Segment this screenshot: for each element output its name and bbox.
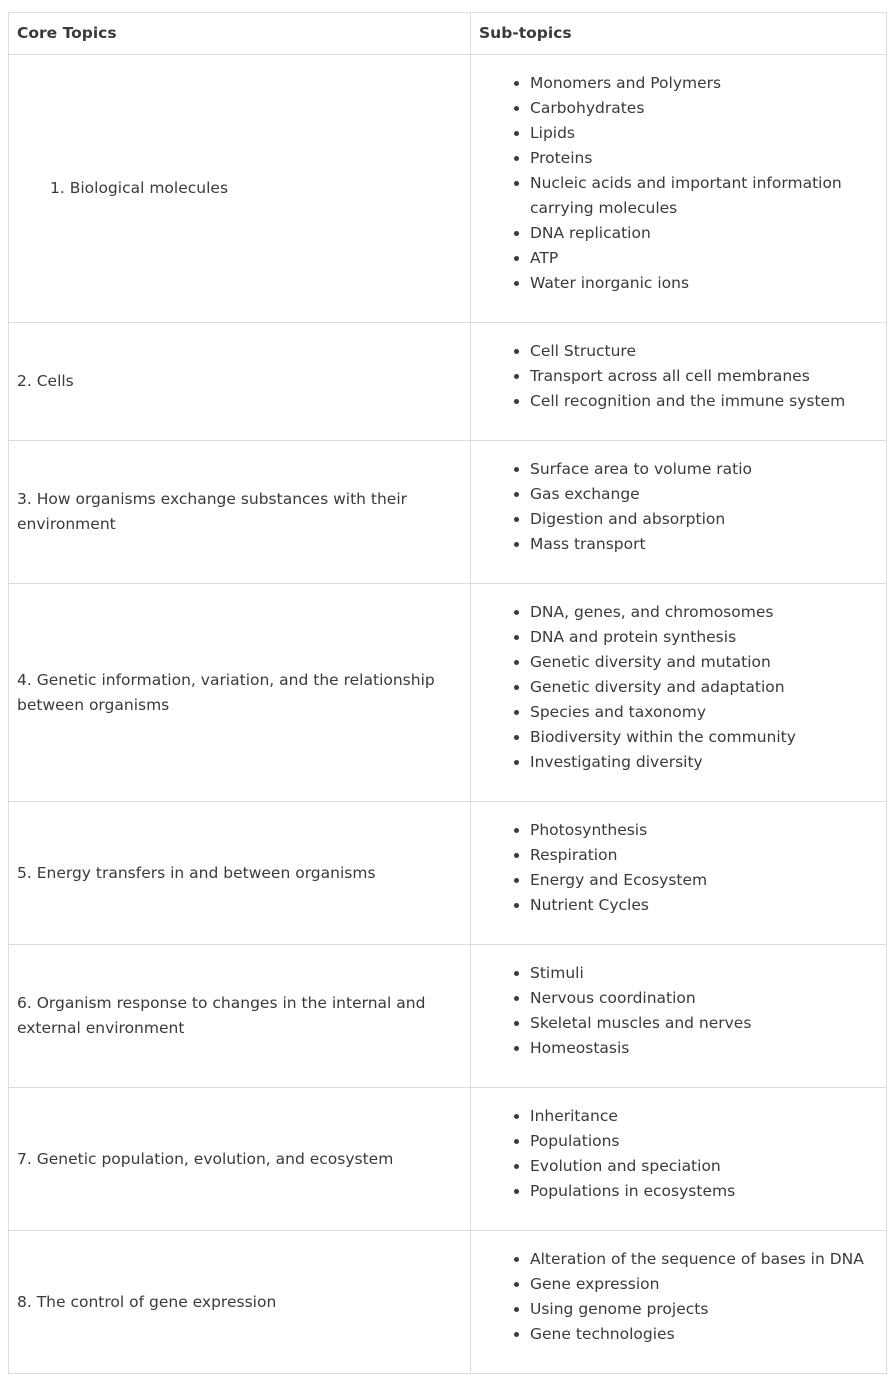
subtopic-list xyxy=(479,71,878,306)
list-item: • Carbohydrates xyxy=(530,96,878,121)
topic-label: 3. How organisms exchange substances with their environment xyxy=(17,490,408,533)
list-item: • Transport across all cell membranes xyxy=(530,364,878,389)
list-item: • DNA, genes, and chromosomes xyxy=(530,600,878,625)
list-item: • Respiration xyxy=(530,843,878,868)
topic-cell xyxy=(9,1231,471,1374)
topic-label: 2. Cells xyxy=(17,372,74,390)
topic-label: 5. Energy transfers in and between organisms xyxy=(17,863,376,882)
list-item: • Biodiversity within the community xyxy=(530,725,878,750)
header-sub-topics: Sub-topics xyxy=(471,13,887,55)
list-item: • Gas exchange xyxy=(530,482,878,507)
topic-label: 4. Genetic information, variation, and the relationship between organisms xyxy=(17,670,435,714)
table-row xyxy=(9,1088,887,1231)
list-item: • DNA replication xyxy=(530,221,878,246)
subtopics-cell xyxy=(471,323,887,441)
list-item: • Genetic diversity and adaptation xyxy=(530,675,878,700)
table-row xyxy=(9,55,887,323)
header-core-topics: Core Topics xyxy=(9,13,471,55)
list-item: • Surface area to volume ratio xyxy=(530,457,878,482)
topic-label: 6. Organism response to changes in the internal and external environment xyxy=(17,994,426,1037)
subtopic-list xyxy=(479,961,878,1071)
topic-cell xyxy=(9,802,471,945)
list-item: • Proteins xyxy=(530,146,878,171)
subtopic-list xyxy=(479,1247,878,1357)
list-item: • Gene technologies xyxy=(530,1322,878,1347)
list-item: • Photosynthesis xyxy=(530,818,878,843)
header-row xyxy=(9,13,887,55)
topic-cell xyxy=(9,441,471,584)
topic-label: 8. The control of gene expression xyxy=(17,1292,277,1311)
list-item: • Skeletal muscles and nerves xyxy=(530,1011,878,1036)
list-item: • Nervous coordination xyxy=(530,986,878,1011)
list-item: • Monomers and Polymers xyxy=(530,71,878,96)
subtopic-list xyxy=(479,600,878,785)
list-item: • ATP xyxy=(530,246,878,271)
list-item: • DNA and protein synthesis xyxy=(530,625,878,650)
subtopics-cell xyxy=(471,1231,887,1374)
subtopics-cell xyxy=(471,945,887,1088)
list-item: • Investigating diversity xyxy=(530,750,878,775)
subtopic-list xyxy=(479,457,878,567)
list-item: • Alteration of the sequence of bases in DNA xyxy=(530,1247,878,1272)
list-item: • Nucleic acids and important information carrying molecules xyxy=(530,171,878,221)
topic-cell xyxy=(9,1088,471,1231)
subtopic-list xyxy=(479,1104,878,1214)
list-item: • Using genome projects xyxy=(530,1297,878,1322)
topic-cell xyxy=(9,323,471,441)
subtopic-list xyxy=(479,818,878,928)
list-item: • Nutrient Cycles xyxy=(530,893,878,918)
subtopics-cell xyxy=(471,55,887,323)
table-row xyxy=(9,584,887,802)
table-row xyxy=(9,441,887,584)
table-row xyxy=(9,1231,887,1374)
list-item: • Cell Structure xyxy=(530,339,878,364)
list-item: • Lipids xyxy=(530,121,878,146)
topic-cell xyxy=(9,584,471,802)
subtopics-cell xyxy=(471,1088,887,1231)
list-item: • Populations in ecosystems xyxy=(530,1179,878,1204)
list-item: • Mass transport xyxy=(530,532,878,557)
list-item: • Species and taxonomy xyxy=(530,700,878,725)
list-item: • Cell recognition and the immune system xyxy=(530,389,878,414)
topic-cell xyxy=(9,55,471,323)
list-item: • Gene expression xyxy=(530,1272,878,1297)
list-item: • Energy and Ecosystem xyxy=(530,868,878,893)
topic-label: 1. Biological molecules xyxy=(50,179,229,197)
table-row xyxy=(9,802,887,945)
list-item: • Populations xyxy=(530,1129,878,1154)
topics-table xyxy=(8,12,887,1374)
subtopics-cell xyxy=(471,584,887,802)
list-item: • Digestion and absorption xyxy=(530,507,878,532)
list-item: • Water inorganic ions xyxy=(530,271,878,296)
list-item: • Inheritance xyxy=(530,1104,878,1129)
list-item: • Homeostasis xyxy=(530,1036,878,1061)
table-row xyxy=(9,945,887,1088)
subtopics-cell xyxy=(471,441,887,584)
subtopic-list xyxy=(479,339,878,424)
topic-cell xyxy=(9,945,471,1088)
topic-label: 7. Genetic population, evolution, and ecosystem xyxy=(17,1149,394,1168)
list-item: • Genetic diversity and mutation xyxy=(530,650,878,675)
subtopics-cell xyxy=(471,802,887,945)
list-item: • Evolution and speciation xyxy=(530,1154,878,1179)
table-row xyxy=(9,323,887,441)
list-item: • Stimuli xyxy=(530,961,878,986)
